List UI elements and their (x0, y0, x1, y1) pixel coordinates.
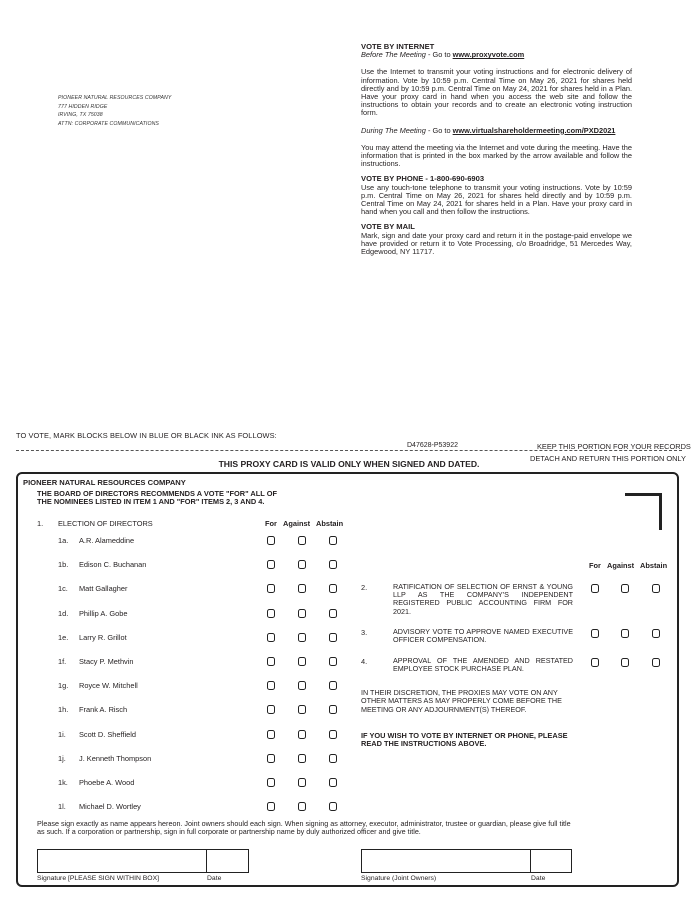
detach-portion-note: DETACH AND RETURN THIS PORTION ONLY (530, 454, 686, 463)
phone-heading: VOTE BY PHONE - 1-800-690-6903 (361, 174, 485, 184)
proposal-abstain-checkbox[interactable] (652, 658, 660, 667)
right-col-against-header: Against (607, 561, 635, 570)
nominee-name: Larry R. Grillot (79, 633, 127, 642)
nominee-abstain-checkbox[interactable] (329, 730, 337, 739)
joint-signature-label: Signature (Joint Owners) (361, 875, 437, 882)
sign-instruction: Please sign exactly as name appears hereon. Joint owners should each sign. When signing as attorney, executor, administrator, trustee or guardian, please give full title as such. If a corporation or partnership, sign in full corporate or partnership name by duly authorized officer and give title. (37, 819, 571, 837)
nominee-for-checkbox[interactable] (267, 560, 275, 569)
nominee-abstain-checkbox[interactable] (329, 609, 337, 618)
nominee-number: 1k. (58, 778, 68, 787)
nominee-name: Phillip A. Gobe (79, 609, 128, 618)
board-recommendation: THE BOARD OF DIRECTORS RECOMMENDS A VOTE "FOR" ALL OF THE NOMINEES LISTED IN ITEM 1 AND "FOR" ITEMS 2, 3 AND 4. (37, 489, 277, 507)
nominee-abstain-checkbox[interactable] (329, 633, 337, 642)
nominee-for-checkbox[interactable] (267, 609, 275, 618)
nominee-against-checkbox[interactable] (298, 802, 306, 811)
proposal-abstain-checkbox[interactable] (652, 584, 660, 593)
proposal-for-checkbox[interactable] (591, 629, 599, 638)
nominee-abstain-checkbox[interactable] (329, 754, 337, 763)
internet-phone-note: IF YOU WISH TO VOTE BY INTERNET OR PHONE, PLEASE READ THE INSTRUCTIONS ABOVE. (361, 731, 568, 749)
nominee-name: A.R. Alameddine (79, 536, 135, 545)
nominee-for-checkbox[interactable] (267, 681, 275, 690)
nominee-against-checkbox[interactable] (298, 705, 306, 714)
mail-heading: VOTE BY MAIL (361, 222, 415, 232)
nominee-name: Phoebe A. Wood (79, 778, 135, 787)
nominee-abstain-checkbox[interactable] (329, 584, 337, 593)
proposal-text: ADVISORY VOTE TO APPROVE NAMED EXECUTIVE OFFICER COMPENSATION. (393, 627, 573, 645)
nominee-number: 1d. (58, 609, 69, 618)
col-against-header: Against (283, 519, 311, 528)
proposal-text: APPROVAL OF THE AMENDED AND RESTATED EMPLOYEE STOCK PURCHASE PLAN. (393, 656, 573, 674)
proposal-for-checkbox[interactable] (591, 658, 599, 667)
nominee-for-checkbox[interactable] (267, 633, 275, 642)
item1-title: ELECTION OF DIRECTORS (58, 519, 153, 528)
nominee-against-checkbox[interactable] (298, 778, 306, 787)
nominee-for-checkbox[interactable] (267, 778, 275, 787)
address-line: IRVING, TX 75038 (58, 112, 103, 119)
nominee-number: 1a. (58, 536, 69, 545)
during-goto: - Go to (425, 125, 453, 135)
nominee-abstain-checkbox[interactable] (329, 705, 337, 714)
nominee-against-checkbox[interactable] (298, 633, 306, 642)
nominee-against-checkbox[interactable] (298, 609, 306, 618)
nominee-against-checkbox[interactable] (298, 681, 306, 690)
nominee-name: J. Kenneth Thompson (79, 754, 152, 763)
signature-date-box[interactable] (206, 849, 249, 873)
virtual-meeting-link[interactable]: www.virtualshareholdermeeting.com/PXD2021 (452, 125, 616, 135)
detach-line (16, 450, 682, 451)
mark-instruction: TO VOTE, MARK BLOCKS BELOW IN BLUE OR BLACK INK AS FOLLOWS: (16, 431, 277, 440)
signature-box[interactable] (37, 849, 207, 873)
nominee-for-checkbox[interactable] (267, 754, 275, 763)
return-address (58, 94, 171, 128)
col-for-header: For (265, 519, 277, 528)
nominee-number: 1f. (58, 657, 67, 666)
nominee-number: 1i. (58, 730, 66, 739)
joint-date-label: Date (531, 875, 546, 882)
nominee-name: Michael D. Wortley (79, 802, 141, 811)
during-meeting-line (361, 127, 632, 135)
nominee-name: Royce W. Mitchell (79, 681, 138, 690)
address-line: ATTN: CORPORATE COMMUNICATIONS (58, 120, 159, 127)
proposal-text: RATIFICATION OF SELECTION OF ERNST & YOUNG LLP AS THE COMPANY'S INDEPENDENT REGISTERED PUBLIC ACCOUNTING FIRM FOR 2021. (393, 582, 573, 616)
nominee-number: 1l. (58, 802, 66, 811)
during-meeting-body: You may attend the meeting via the Internet and vote during the meeting. Have the information that is printed in the box marked by the arrow available and follow the instructions. (361, 142, 632, 169)
proposal-number: 4. (361, 657, 368, 666)
nominee-for-checkbox[interactable] (267, 584, 275, 593)
voting-instructions (361, 43, 632, 256)
nominee-number: 1c. (58, 584, 68, 593)
keep-portion-note: KEEP THIS PORTION FOR YOUR RECORDS (537, 442, 691, 451)
nominee-number: 1h. (58, 705, 69, 714)
nominee-for-checkbox[interactable] (267, 802, 275, 811)
nominee-name: Scott D. Sheffield (79, 730, 136, 739)
card-company-name: PIONEER NATURAL RESOURCES COMPANY (23, 478, 186, 487)
proposal-number: 3. (361, 628, 368, 637)
before-meeting-line (361, 51, 632, 59)
proposal-against-checkbox[interactable] (621, 629, 629, 638)
nominee-number: 1j. (58, 754, 66, 763)
before-goto: - Go to (425, 50, 453, 60)
nominee-abstain-checkbox[interactable] (329, 536, 337, 545)
nominee-abstain-checkbox[interactable] (329, 681, 337, 690)
valid-notice: THIS PROXY CARD IS VALID ONLY WHEN SIGNED AND DATED. (218, 459, 480, 469)
internet-heading: VOTE BY INTERNET (361, 42, 435, 51)
col-abstain-header: Abstain (316, 519, 344, 528)
nominee-abstain-checkbox[interactable] (329, 802, 337, 811)
signature-label: Signature [PLEASE SIGN WITHIN BOX] (37, 875, 160, 882)
internet-body: Use the Internet to transmit your voting instructions and for electronic delivery of information. Vote by 10:59 p.m. Central Time on May 26, 2021 for shares held directly and by 10:59 p.m. Central Time on May 24, 2021 for shares held in a Plan. Have your proxy card in hand when you access the web site and follow the instructions to obtain your records and to create an electronic voting instruction form. (361, 67, 632, 118)
nominee-against-checkbox[interactable] (298, 536, 306, 545)
nominee-name: Stacy P. Methvin (79, 657, 134, 666)
nominee-name: Frank A. Risch (79, 705, 128, 714)
nominee-against-checkbox[interactable] (298, 730, 306, 739)
address-line: PIONEER NATURAL RESOURCES COMPANY (58, 95, 172, 101)
right-col-abstain-header: Abstain (640, 561, 668, 570)
joint-signature-box[interactable] (361, 849, 531, 873)
nominee-number: 1g. (58, 681, 69, 690)
nominee-against-checkbox[interactable] (298, 584, 306, 593)
nominee-for-checkbox[interactable] (267, 730, 275, 739)
during-meeting-label: During The Meeting (361, 125, 426, 135)
nominee-abstain-checkbox[interactable] (329, 657, 337, 666)
nominee-abstain-checkbox[interactable] (329, 778, 337, 787)
nominee-against-checkbox[interactable] (298, 560, 306, 569)
nominee-name: Matt Gallagher (79, 584, 128, 593)
corner-arrow-mark (625, 493, 662, 530)
mail-body: Mark, sign and date your proxy card and return it in the postage-paid envelope we have provided or return it to Vote Processing, c/o Broadridge, 51 Mercedes Way, Edgewood, NY 11717. (361, 230, 632, 257)
before-meeting-label: Before The Meeting (361, 50, 426, 60)
nominee-name: Edison C. Buchanan (79, 560, 147, 569)
signature-date-label: Date (207, 875, 222, 882)
nominee-for-checkbox[interactable] (267, 536, 275, 545)
nominee-for-checkbox[interactable] (267, 705, 275, 714)
nominee-for-checkbox[interactable] (267, 657, 275, 666)
phone-body: Use any touch-tone telephone to transmit your voting instructions. Vote by 10:59 p.m. Central Time on May 26, 2021 for shares held directly and by 10:59 p.m. Central Time on May 24, 2021 for shares held in a Plan. Have your proxy card in hand when you call and then follow the instructions. (361, 182, 632, 217)
proxyvote-link[interactable]: www.proxyvote.com (452, 50, 525, 60)
proposal-against-checkbox[interactable] (621, 658, 629, 667)
item1-number: 1. (37, 519, 44, 528)
nominee-abstain-checkbox[interactable] (329, 560, 337, 569)
nominee-number: 1b. (58, 560, 69, 569)
control-number: D47628-P53922 (407, 442, 458, 449)
nominee-against-checkbox[interactable] (298, 657, 306, 666)
nominee-number: 1e. (58, 633, 69, 642)
proposal-against-checkbox[interactable] (621, 584, 629, 593)
right-col-for-header: For (589, 561, 601, 570)
proposal-abstain-checkbox[interactable] (652, 629, 660, 638)
proposal-for-checkbox[interactable] (591, 584, 599, 593)
nominee-against-checkbox[interactable] (298, 754, 306, 763)
proposal-number: 2. (361, 583, 368, 592)
address-line: 777 HIDDEN RIDGE (58, 103, 108, 110)
discretion-text: IN THEIR DISCRETION, THE PROXIES MAY VOTE ON ANY OTHER MATTERS AS MAY PROPERLY COME BEFORE THE MEETING OR ANY ADJOURNMENT(S) THEREOF. (361, 688, 562, 714)
joint-date-box[interactable] (530, 849, 572, 873)
